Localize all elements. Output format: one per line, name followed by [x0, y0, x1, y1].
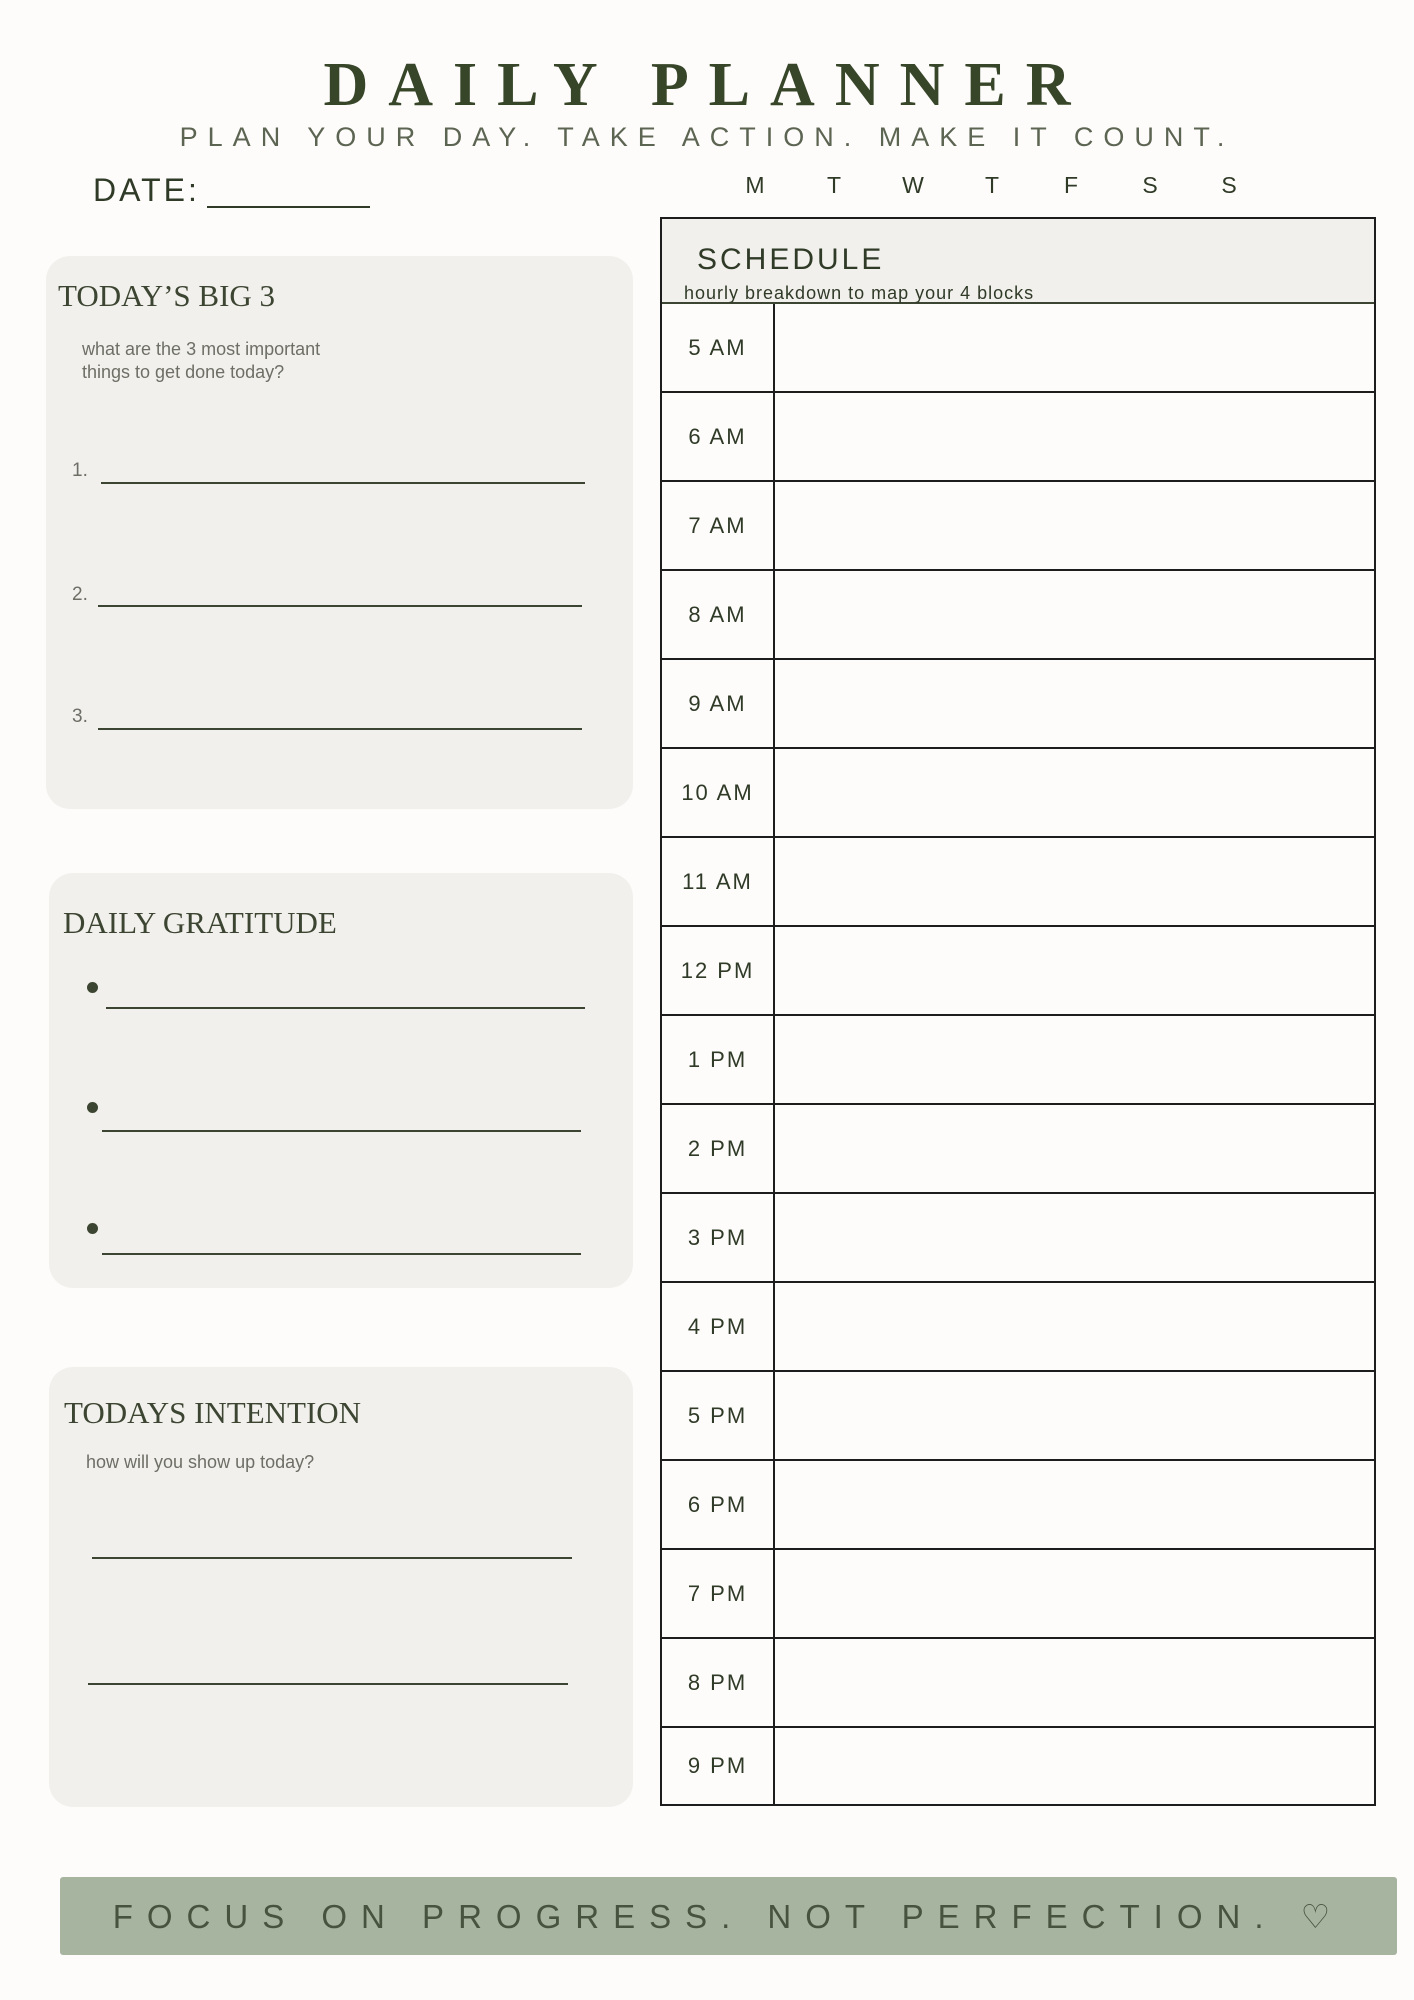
- weekday-tuesday[interactable]: T: [826, 172, 842, 198]
- schedule-table: [660, 217, 1376, 1806]
- schedule-subtitle: hourly breakdown to map your 4 blocks: [684, 283, 1035, 303]
- bullet-icon: [87, 1102, 98, 1113]
- time-label: 5 AM: [662, 304, 775, 391]
- gratitude-line-3[interactable]: [102, 1253, 581, 1255]
- big3-title: TODAY’S BIG 3: [58, 278, 276, 313]
- big3-line-1[interactable]: [101, 482, 585, 484]
- schedule-row: [662, 927, 1374, 1016]
- schedule-row: [662, 1283, 1374, 1372]
- time-slot-field[interactable]: [775, 1372, 1374, 1459]
- time-slot-field[interactable]: [775, 1016, 1374, 1103]
- time-slot-field[interactable]: [775, 304, 1374, 391]
- time-slot-field[interactable]: [775, 571, 1374, 658]
- time-slot-field[interactable]: [775, 482, 1374, 569]
- time-label: 11 AM: [662, 838, 775, 925]
- big3-number-2: 2.: [72, 584, 88, 605]
- time-label: 7 PM: [662, 1550, 775, 1637]
- time-label: 6 PM: [662, 1461, 775, 1548]
- schedule-row: [662, 1372, 1374, 1461]
- schedule-row: [662, 393, 1374, 482]
- gratitude-title: DAILY GRATITUDE: [63, 905, 337, 940]
- schedule-title: SCHEDULE: [697, 243, 885, 276]
- big3-number-3: 3.: [72, 706, 88, 727]
- date-field[interactable]: [207, 206, 370, 208]
- time-slot-field[interactable]: [775, 1639, 1374, 1726]
- time-slot-field[interactable]: [775, 1283, 1374, 1370]
- big3-line-3[interactable]: [98, 728, 582, 730]
- time-label: 8 AM: [662, 571, 775, 658]
- time-slot-field[interactable]: [775, 838, 1374, 925]
- schedule-row: [662, 1105, 1374, 1194]
- page-title: DAILY PLANNER: [323, 51, 1091, 119]
- time-label: 10 AM: [662, 749, 775, 836]
- footer-quote: FOCUS ON PROGRESS. NOT PERFECTION. ♡: [112, 1897, 1345, 1935]
- time-label: 1 PM: [662, 1016, 775, 1103]
- schedule-row: [662, 1550, 1374, 1639]
- page-subtitle: PLAN YOUR DAY. TAKE ACTION. MAKE IT COUNT.: [179, 122, 1235, 152]
- intention-line-2[interactable]: [88, 1683, 568, 1685]
- schedule-row: [662, 1016, 1374, 1105]
- time-slot-field[interactable]: [775, 1461, 1374, 1548]
- time-slot-field[interactable]: [775, 749, 1374, 836]
- intention-hint: how will you show up today?: [86, 1452, 315, 1472]
- schedule-row: [662, 660, 1374, 749]
- big3-hint-line2: things to get done today?: [82, 362, 285, 382]
- intention-line-1[interactable]: [92, 1557, 572, 1559]
- time-slot-field[interactable]: [775, 1728, 1374, 1804]
- weekday-thursday[interactable]: T: [984, 172, 1000, 198]
- intention-panel: [49, 1367, 633, 1807]
- gratitude-panel: [49, 873, 633, 1288]
- schedule-row: [662, 1728, 1374, 1804]
- schedule-row: [662, 482, 1374, 571]
- bullet-icon: [87, 982, 98, 993]
- time-slot-field[interactable]: [775, 660, 1374, 747]
- schedule-row: [662, 1639, 1374, 1728]
- gratitude-line-1[interactable]: [106, 1007, 585, 1009]
- date-label: DATE:: [93, 172, 200, 208]
- weekday-monday[interactable]: M: [745, 172, 765, 198]
- time-label: 2 PM: [662, 1105, 775, 1192]
- weekday-wednesday[interactable]: W: [902, 172, 924, 198]
- time-slot-field[interactable]: [775, 1550, 1374, 1637]
- schedule-row: [662, 1461, 1374, 1550]
- time-label: 8 PM: [662, 1639, 775, 1726]
- time-label: 9 AM: [662, 660, 775, 747]
- weekday-selector: [735, 172, 1295, 202]
- schedule-row: [662, 571, 1374, 660]
- time-label: 5 PM: [662, 1372, 775, 1459]
- big3-line-2[interactable]: [98, 605, 582, 607]
- bullet-icon: [87, 1223, 98, 1234]
- schedule-header: [662, 219, 1374, 304]
- time-label: 7 AM: [662, 482, 775, 569]
- big3-hint: [82, 338, 320, 384]
- time-slot-field[interactable]: [775, 1194, 1374, 1281]
- time-label: 6 AM: [662, 393, 775, 480]
- time-slot-field[interactable]: [775, 1105, 1374, 1192]
- time-label: 12 PM: [662, 927, 775, 1014]
- schedule-row: [662, 838, 1374, 927]
- intention-title: TODAYS INTENTION: [64, 1395, 362, 1430]
- gratitude-line-2[interactable]: [102, 1130, 581, 1132]
- time-label: 9 PM: [662, 1728, 775, 1804]
- weekday-saturday[interactable]: S: [1142, 172, 1158, 198]
- big3-hint-line1: what are the 3 most important: [82, 339, 321, 359]
- schedule-row: [662, 304, 1374, 393]
- big3-panel: [46, 256, 633, 809]
- weekday-friday[interactable]: F: [1063, 172, 1079, 198]
- time-slot-field[interactable]: [775, 393, 1374, 480]
- time-slot-field[interactable]: [775, 927, 1374, 1014]
- weekday-sunday[interactable]: S: [1221, 172, 1237, 198]
- schedule-row: [662, 749, 1374, 838]
- big3-number-1: 1.: [72, 460, 88, 481]
- time-label: 3 PM: [662, 1194, 775, 1281]
- footer-banner: [60, 1877, 1397, 1955]
- schedule-row: [662, 1194, 1374, 1283]
- time-label: 4 PM: [662, 1283, 775, 1370]
